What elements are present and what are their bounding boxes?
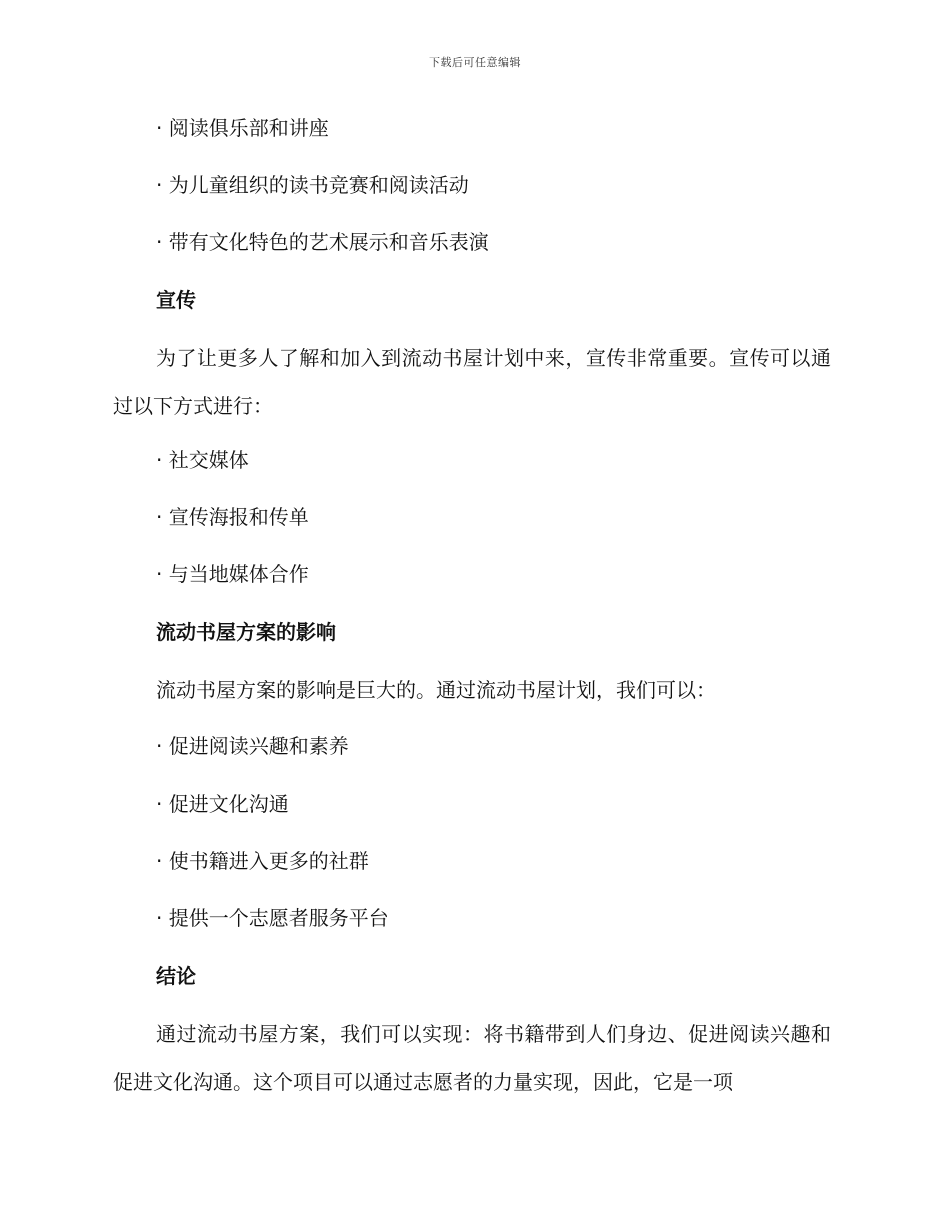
list-item: · 阅读俱乐部和讲座	[156, 116, 329, 140]
list-item: · 促进阅读兴趣和素养	[156, 734, 349, 758]
list-item: · 宣传海报和传单	[156, 505, 309, 529]
paragraph-impact: 流动书屋方案的影响是巨大的。通过流动书屋计划，我们可以：	[156, 678, 716, 702]
list-item: · 社交媒体	[156, 448, 249, 472]
list-item: · 促进文化沟通	[156, 792, 289, 816]
list-item: · 提供一个志愿者服务平台	[156, 906, 389, 930]
paragraph-publicity: 为了让更多人了解和加入到流动书屋计划中来，宣传非常重要。宣传可以通过以下方式进行：	[113, 346, 831, 418]
section-heading-conclusion: 结论	[156, 964, 196, 988]
list-item: · 带有文化特色的艺术展示和音乐表演	[156, 230, 489, 254]
section-heading-publicity: 宣传	[156, 288, 196, 312]
list-item: · 为儿童组织的读书竞赛和阅读活动	[156, 173, 469, 197]
paragraph-conclusion: 通过流动书屋方案，我们可以实现：将书籍带到人们身边、促进阅读兴趣和促进文化沟通。这个项目可以通过志愿者的力量实现，因此，它是一项	[113, 1022, 831, 1094]
page-header-note: 下载后可任意编辑	[429, 56, 521, 69]
list-item: · 使书籍进入更多的社群	[156, 849, 369, 873]
section-heading-impact: 流动书屋方案的影响	[156, 620, 336, 644]
list-item: · 与当地媒体合作	[156, 562, 309, 586]
